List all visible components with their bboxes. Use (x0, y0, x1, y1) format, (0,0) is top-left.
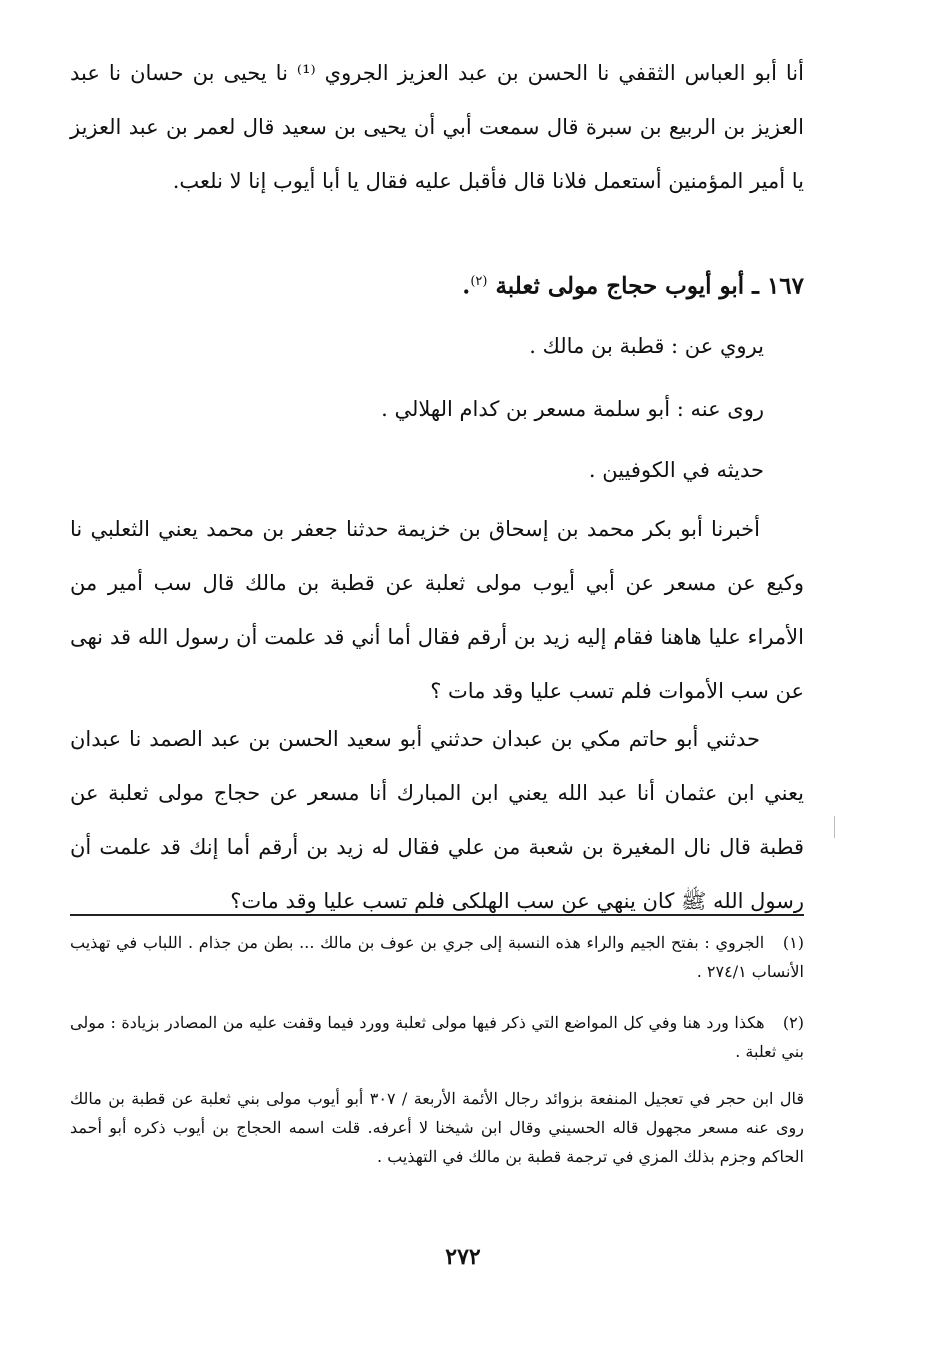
footnote-2-number: (٢) (782, 1013, 805, 1032)
footnote-2-continuation-text: قال ابن حجر في تعجيل المنفعة بزوائد رجال الأئمة الأربعة / ٣٠٧ أبو أيوب مولى بني ثعلبة عن قطبة بن مالك روى عنه مسعر مجهول قاله الحسيني وقال ابن شيخنا لا أعرفه. قلت اسمه الحجاج بن أيوب ذكره أبو أحمد الحاكم وجزم بذلك المزي في ترجمة قطبة بن مالك في التهذيب . (70, 1089, 805, 1166)
narrates-from: يروي عن : قطبة بن مالك . (529, 334, 764, 358)
entry-heading-period: . (462, 272, 471, 300)
page-number: ٢٧٢ (445, 1244, 481, 1270)
footnote-1-text: الجروي : بفتح الجيم والراء هذه النسبة إلى جري بن عوف بن مالك ... بطن من جذام . اللباب في تهذيب الأنساب ٢٧٤/١ . (70, 933, 804, 981)
footnote-ref-2: (٢) (470, 274, 488, 289)
narrated-by: روى عنه : أبو سلمة مسعر بن كدام الهلالي . (381, 397, 764, 421)
entry-title: ١٦٧ ـ أبو أيوب حجاج مولى ثعلبة (495, 272, 804, 300)
hadith-2-text: حدثني أبو حاتم مكي بن عبدان حدثني أبو سعيد الحسن بن عبد الصمد نا عبدان يعني ابن عثمان أنا عبد الله يعني ابن المبارك أنا مسعر عن حجاج مولى ثعلبة عن قطبة قال نال المغيرة بن شعبة من علي فقال له زيد بن أرقم أما إنك قد علمت أن رسول الله ﷺ كان ينهي عن سب الهلكى فلم تسب عليا وقد مات؟ (70, 727, 804, 913)
footnote-1 (70, 928, 804, 986)
footnote-2 (70, 1008, 804, 1066)
entry-heading (462, 260, 804, 309)
footnote-1-number: (١) (782, 933, 805, 952)
footnote-2-text: هكذا ورد هنا وفي كل المواضع التي ذكر فيها مولى ثعلبة وورد فيما وقفت عليه من المصادر بزيادة : مولى بني ثعلبة . (70, 1013, 804, 1061)
hadith-1-text: أخبرنا أبو بكر محمد بن إسحاق بن خزيمة حدثنا جعفر بن محمد يعني الثعلبي نا وكيع عن مسعر عن أبي أيوب مولى ثعلبة عن قطبة بن مالك قال سب أمير من الأمراء عليا هاهنا فقام إليه زيد بن أرقم فقال أما أني قد علمت أن رسول الله قد نهى عن سب الأموات فلم تسب عليا وقد مات ؟ (70, 517, 804, 703)
margin-mark (834, 816, 835, 838)
footnote-2-continuation (70, 1084, 804, 1171)
footnote-separator (70, 914, 804, 916)
hadith-paragraph-1 (70, 502, 804, 718)
hadith-paragraph-2 (70, 712, 804, 928)
hadith-location: حديثه في الكوفيين . (588, 458, 764, 482)
opening-paragraph: أنا أبو العباس الثقفي نا الحسن بن عبد العزيز الجروي ⁽¹⁾ نا يحيى بن حسان نا عبد العزيز بن الربيع بن سبرة قال سمعت أبي أن يحيى بن سعيد قال لعمر بن عبد العزيز يا أمير المؤمنين أستعمل فلانا قال فأقبل عليه فقال يا أبا أيوب إنا لا نلعب. (70, 61, 804, 193)
